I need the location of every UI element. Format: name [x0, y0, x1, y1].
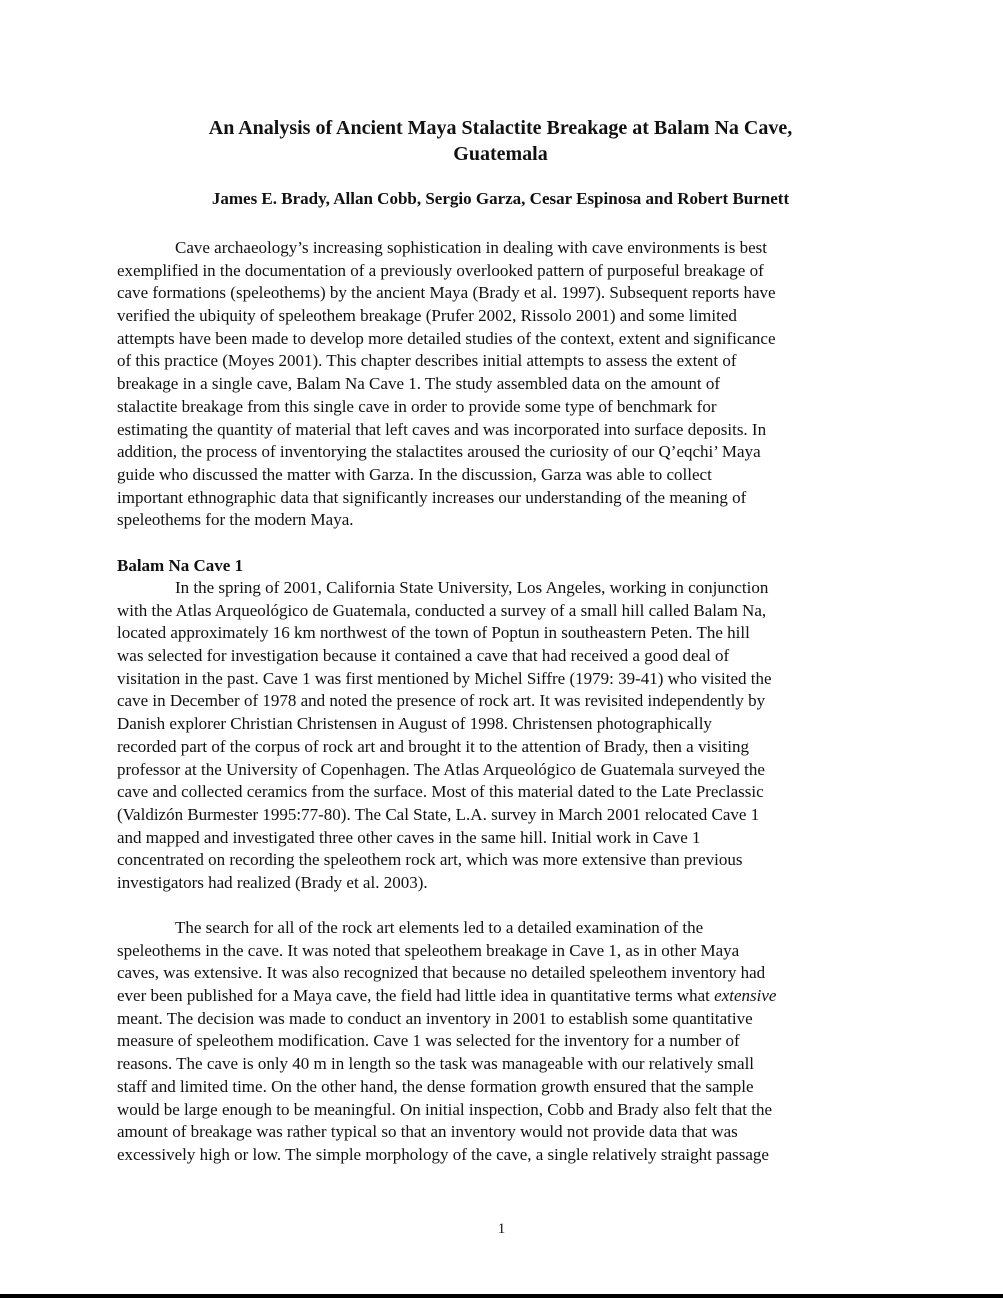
page-number: 1: [497, 1221, 506, 1237]
title-line-2: Guatemala: [453, 143, 548, 165]
text-line: exemplified in the documentation of a previously overlooked pattern of purposeful breakage of: [117, 260, 764, 280]
text-line: speleothems for the modern Maya.: [117, 510, 354, 530]
text-line: would be large enough to be meaningful. On initial inspection, Cobb and Brady also felt that the: [117, 1099, 772, 1119]
text-line: staff and limited time. On the other hand, the dense formation growth ensured that the sample: [117, 1076, 754, 1096]
author-list: James E. Brady, Allan Cobb, Sergio Garza, Cesar Espinosa and Robert Burnett: [211, 189, 790, 208]
text-line: estimating the quantity of material that left caves and was incorporated into surface deposits. In: [117, 419, 767, 439]
text-line: cave and collected ceramics from the surface. Most of this material dated to the Late Preclassic: [117, 782, 764, 802]
section-heading: Balam Na Cave 1: [117, 556, 244, 575]
text-line: excessively high or low. The simple morphology of the cave, a single relatively straight passage: [117, 1144, 769, 1164]
text-line: visitation in the past. Cave 1 was first mentioned by Michel Siffre (1979: 39-41) who visited the: [117, 668, 772, 688]
paragraph-intro: [117, 237, 892, 532]
text-line-with-italic: [117, 985, 892, 1008]
text-line: investigators had realized (Brady et al. 2003).: [117, 872, 428, 892]
text-line: caves, was extensive. It was also recognized that because no detailed speleothem inventory had: [117, 963, 766, 983]
text-line: Danish explorer Christian Christensen in August of 1998. Christensen photographically: [117, 714, 712, 734]
text-line: stalactite breakage from this single cave in order to provide some type of benchmark for: [117, 396, 717, 416]
paragraph-balam-na: [117, 577, 892, 895]
text-line: In the spring of 2001, California State University, Los Angeles, working in conjunction: [175, 578, 769, 597]
text-line: cave formations (speleothems) by the ancient Maya (Brady et al. 1997). Subsequent reports have: [117, 283, 776, 303]
text-line: with the Atlas Arqueológico de Guatemala, conducted a survey of a small hill called Balam Na,: [117, 600, 767, 620]
document-title: [117, 115, 884, 167]
text-line: amount of breakage was rather typical so that an inventory would not provide data that was: [117, 1122, 738, 1142]
text-line: concentrated on recording the speleothem rock art, which was more extensive than previous: [117, 850, 743, 870]
text-line: (Valdizón Burmester 1995:77-80). The Cal State, L.A. survey in March 2001 relocated Cave 1: [117, 804, 760, 824]
text-line: important ethnographic data that significantly increases our understanding of the meaning of: [117, 487, 747, 507]
text-line: attempts have been made to develop more detailed studies of the context, extent and significance: [117, 328, 776, 348]
text-line: Cave archaeology’s increasing sophistication in dealing with cave environments is best: [175, 238, 768, 257]
text-line: located approximately 16 km northwest of the town of Poptun in southeastern Peten. The hill: [117, 623, 750, 643]
text-line: and mapped and investigated three other caves in the same hill. Initial work in Cave 1: [117, 827, 701, 847]
text-line: breakage in a single cave, Balam Na Cave 1. The study assembled data on the amount of: [117, 374, 720, 394]
text-line: reasons. The cave is only 40 m in length so the task was manageable with our relatively small: [117, 1054, 755, 1074]
text-line: recorded part of the corpus of rock art and brought it to the attention of Brady, then a visiting: [117, 736, 749, 756]
text-line: of this practice (Moyes 2001). This chapter describes initial attempts to assess the extent of: [117, 351, 737, 371]
text-segment: ever been published for a Maya cave, the field had little idea in quantitative terms what: [117, 986, 710, 1006]
text-line: speleothems in the cave. It was noted that speleothem breakage in Cave 1, as in other Maya: [117, 940, 740, 960]
text-line: meant. The decision was made to conduct an inventory in 2001 to establish some quantitative: [117, 1008, 753, 1028]
title-line-1: An Analysis of Ancient Maya Stalactite Breakage at Balam Na Cave,: [208, 117, 793, 139]
text-line: was selected for investigation because it contained a cave that had received a good deal of: [117, 646, 730, 666]
paragraph-inventory: [117, 917, 892, 1167]
text-line: guide who discussed the matter with Garza. In the discussion, Garza was able to collect: [117, 464, 712, 484]
text-line: professor at the University of Copenhagen. The Atlas Arqueológico de Guatemala surveyed the: [117, 759, 765, 779]
page-bottom-border: [0, 1294, 1003, 1298]
text-line: measure of speleothem modification. Cave 1 was selected for the inventory for a number of: [117, 1031, 740, 1051]
text-line: The search for all of the rock art elements led to a detailed examination of the: [175, 918, 704, 937]
text-line: verified the ubiquity of speleothem breakage (Prufer 2002, Rissolo 2001) and some limited: [117, 306, 737, 326]
text-line: addition, the process of inventorying the stalactites aroused the curiosity of our Q’eqchi’ Maya: [117, 442, 761, 462]
italic-term: extensive: [714, 986, 777, 1006]
text-line: cave in December of 1978 and noted the presence of rock art. It was revisited independently by: [117, 691, 766, 711]
